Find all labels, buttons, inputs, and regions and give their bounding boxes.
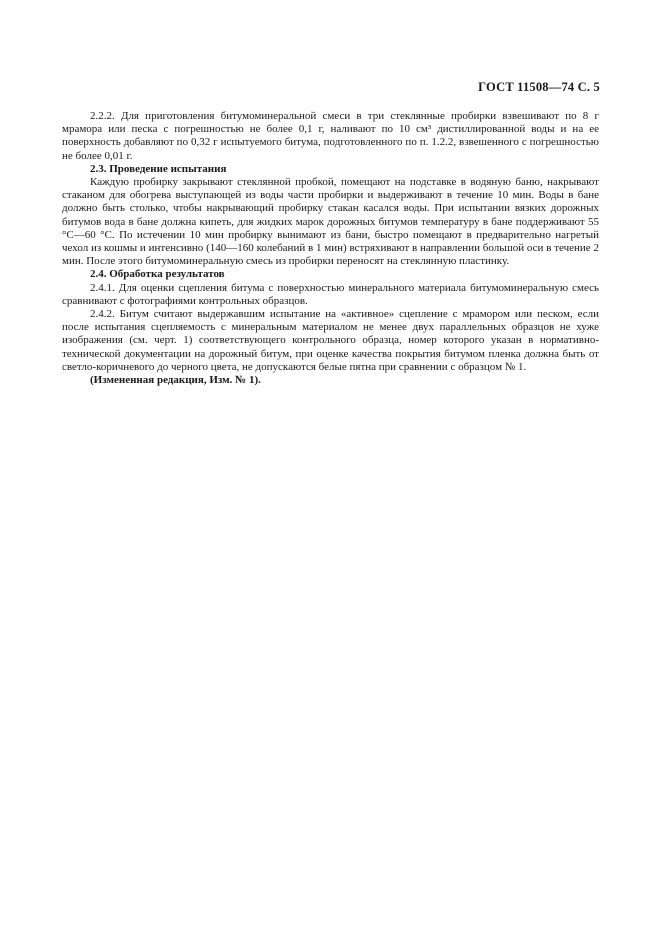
section-heading-2-4: 2.4. Обработка результатов — [90, 268, 225, 281]
page-header: ГОСТ 11508—74 С. 5 — [478, 80, 600, 94]
paragraph-2-4-1: 2.4.1. Для оценки сцепления битума с поверхностью минерального материала битумоминеральную смесь сравнивают с фотографиями контрольных образцов. — [62, 281, 599, 307]
paragraph-2-2-2: 2.2.2. Для приготовления битумоминеральной смеси в три стеклянные пробирки взвешивают по 8 г мрамора или песка с погрешностью не более 0,1 г, наливают по 10 см³ дистиллированной воды и на ее поверхность добавляют по 0,32 г испытуемого битума, подготовленного по п. 1.2.2, взвешенного с погрешностью не более 0,01 г. — [62, 110, 599, 162]
section-heading-2-3: 2.3. Проведение испытания — [90, 162, 227, 175]
paragraph-2-3-body: Каждую пробирку закрывают стеклянной пробкой, помещают на подставке в водяную баню, накрывают стаканом для обогрева выступающей из воды части пробирки и выдерживают в течение 10 мин. Воды в бане должно быть столько, чтобы накрывающий пробирку стакан касался воды. При испытании вязких дорожных битумов вода в бане должна кипеть, для жидких марок дорожных битумов температуру в бане поддерживают 55 °С—60 °С. По истечении 10 мин пробирку вынимают из бани, быстро помещают в предварительно нагретый чехол из кошмы и интенсивно (140—160 колебаний в 1 мин) встряхивают в направлении большой оси в течение 2 мин. После этого битумоминеральную смесь из пробирки переносят на стеклянную пластинку. — [62, 176, 599, 268]
paragraph-2-4-2: 2.4.2. Битум считают выдержавшим испытание на «активное» сцепление с мрамором или песком, если после испытания сцепляемость с минеральным материалом не менее двух параллельных образцов не хуже изображения (см. черт. 1) соответствующего контрольного образца, номер которого указан в нормативно-технической документации на дорожный битум, при оценке качества покрытия битумом пленка должна быть от светло-коричневого до черного цвета, не допускаются белые пятна при сравнении с образцом № 1. — [62, 308, 599, 373]
document-body — [62, 110, 599, 387]
revision-note: (Измененная редакция, Изм. № 1). — [90, 374, 261, 387]
